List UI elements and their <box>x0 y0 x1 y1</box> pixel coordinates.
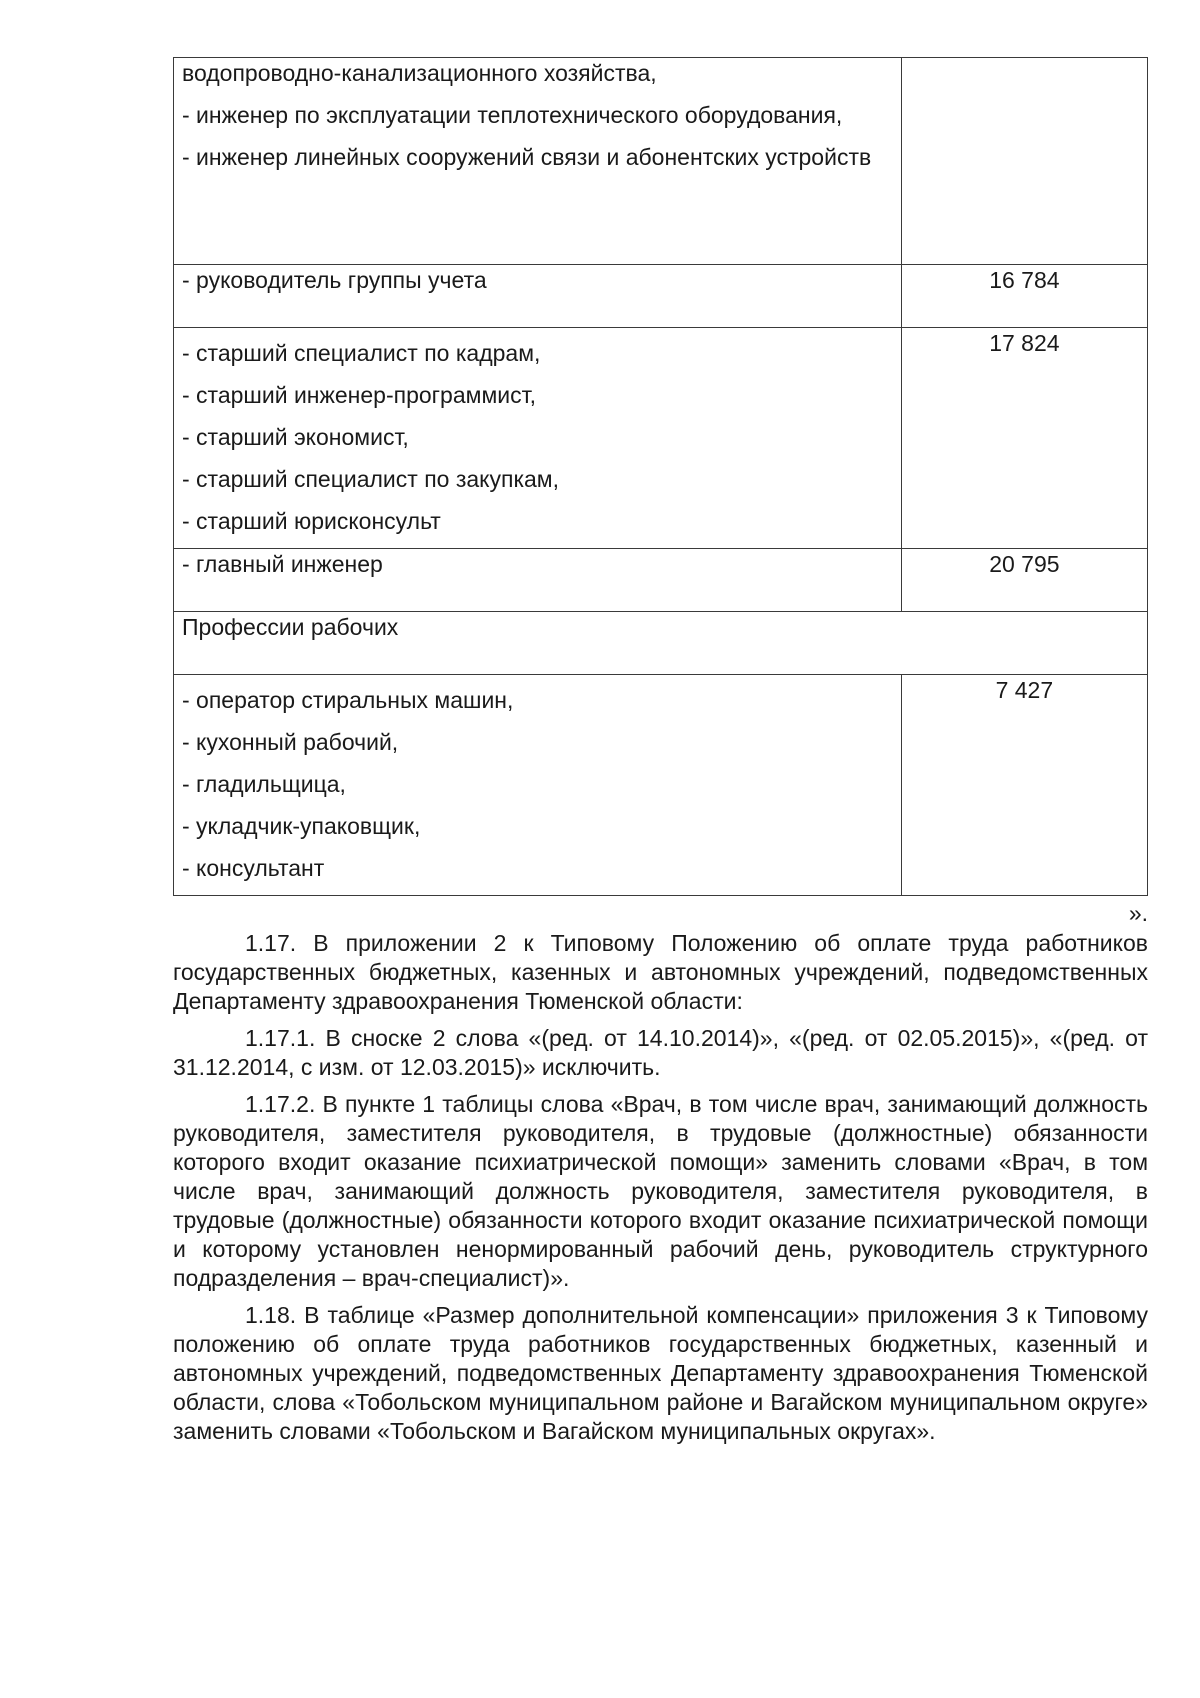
paragraph-1-17: 1.17. В приложении 2 к Типовому Положению об оплате труда работников государственных бюджетных, казенных и автономных учреждений, подведомственных Департаменту здравоохранения Тюменской области: <box>173 930 1148 1014</box>
position-cell: - руководитель группы учета <box>174 265 902 328</box>
position-cell <box>174 328 902 549</box>
position-line: - кухонный рабочий, <box>182 729 399 755</box>
position-line: - консультант <box>182 855 325 881</box>
position-line: - гладильщица, <box>182 771 346 797</box>
table-row <box>174 549 1148 612</box>
position-line: - старший специалист по кадрам, <box>182 340 541 366</box>
position-line: - старший инженер-программист, <box>182 382 536 408</box>
paragraph-1-17-1: 1.17.1. В сноске 2 слова «(ред. от 14.10.2014)», «(ред. от 02.05.2015)», «(ред. от 31.12.2014, с изм. от 12.03.2015)» исключить. <box>173 1025 1148 1080</box>
salary-cell: 7 427 <box>901 675 1147 896</box>
table-section-row <box>174 612 1148 675</box>
position-line: - оператор стиральных машин, <box>182 687 514 713</box>
table-row <box>174 58 1148 265</box>
position-line: - инженер линейных сооружений связи и абонентских устройств <box>182 144 872 170</box>
section-heading-cell: Профессии рабочих <box>174 612 1148 675</box>
paragraph-1-18: 1.18. В таблице «Размер дополнительной компенсации» приложения 3 к Типовому положению об оплате труда работников государственных бюджетных, казенный и автономных учреждений, подведомственных Департаменту здравоохранения Тюменской области, слова «Тобольском муниципальном районе и Вагайском муниципальном округе» заменить словами «Тобольском и Вагайском муниципальных округах». <box>173 1302 1148 1444</box>
table-row <box>174 328 1148 549</box>
salary-table <box>173 57 1148 896</box>
table-row <box>174 675 1148 896</box>
position-line: - укладчик-упаковщик, <box>182 813 421 839</box>
position-line: - старший специалист по закупкам, <box>182 466 560 492</box>
closing-quote: ». <box>1128 900 1148 926</box>
position-line: водопроводно-канализационного хозяйства, <box>182 60 657 86</box>
position-cell <box>174 675 902 896</box>
paragraph-1-17-2: 1.17.2. В пункте 1 таблицы слова «Врач, в том числе врач, занимающий должность руководителя, заместителя руководителя, в трудовые (должностные) обязанности которого входит оказание психиатрической помощи» заменить словами «Врач, в том числе врач, занимающий должность руководителя, заместителя руководителя, в трудовые (должностные) обязанности которого входит оказание психиатрической помощи и которому установлен ненормированный рабочий день, руководитель структурного подразделения – врач-специалист)». <box>173 1091 1148 1291</box>
position-line: - старший экономист, <box>182 424 409 450</box>
salary-cell: 17 824 <box>901 328 1147 549</box>
table-row <box>174 265 1148 328</box>
salary-cell <box>901 58 1147 265</box>
position-cell: - главный инженер <box>174 549 902 612</box>
salary-cell: 20 795 <box>901 549 1147 612</box>
position-line: - инженер по эксплуатации теплотехнического оборудования, <box>182 102 843 128</box>
salary-cell: 16 784 <box>901 265 1147 328</box>
position-cell <box>174 58 902 265</box>
position-line: - старший юрисконсульт <box>182 508 441 534</box>
document-page <box>173 57 1148 1446</box>
